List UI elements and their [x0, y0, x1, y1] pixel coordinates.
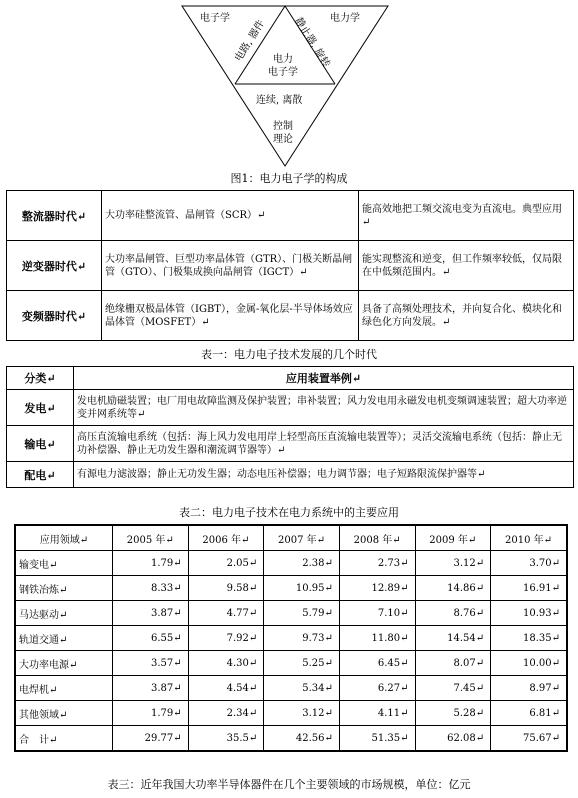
value-cell: 6.55↵ [113, 626, 189, 651]
era-cell: 逆变器时代↵ [7, 241, 102, 291]
table-row [15, 576, 567, 601]
value-cell: 35.5↵ [188, 726, 264, 752]
value-cell: 16.91↵ [491, 576, 567, 601]
value-cell: 2.73↵ [339, 551, 415, 576]
value-cell: 10.95↵ [264, 576, 340, 601]
value-cell: 8.97↵ [491, 676, 567, 701]
note-cell: 能高效地把工频交流电变为直流电。典型应用↵ [359, 191, 574, 241]
value-cell: 8.76↵ [415, 601, 491, 626]
value-cell: 5.28↵ [415, 701, 491, 726]
class-cell: 输电↵ [7, 426, 74, 462]
value-cell: 4.11↵ [339, 701, 415, 726]
header-cell: 2007 年↵ [264, 525, 340, 551]
examples-header: 应用装置举例↵ [74, 367, 574, 390]
value-cell: 7.92↵ [188, 626, 264, 651]
label-circuit-devices: 电路, 器件 [233, 18, 268, 64]
value-cell: 6.81↵ [491, 701, 567, 726]
table-row [15, 676, 567, 701]
header-cell: 2010 年↵ [491, 525, 567, 551]
field-cell: 合 计↵ [15, 726, 113, 752]
value-cell: 12.89↵ [339, 576, 415, 601]
figure-caption: 图1：电力电子学的构成 [230, 172, 348, 185]
table-row [7, 462, 574, 488]
value-cell: 29.77↵ [113, 726, 189, 752]
field-cell: 大功率电源↵ [15, 651, 113, 676]
examples-cell: 有源电力滤波器；静止无功发生器；动态电压补偿器；电力调节器；电子短路限流保护器等↵ [74, 462, 574, 488]
table-row [7, 191, 574, 241]
class-cell: 配电↵ [7, 462, 74, 488]
label-static-rotating: 静止器, 旋转 [292, 15, 332, 70]
market-size-table [14, 524, 568, 752]
note-cell: 具备了高频处理技术，并向复合化、模块化和绿色化方向发展。↵ [359, 291, 574, 341]
table-header-row [7, 367, 574, 390]
label-control-line2: 理论 [273, 134, 293, 145]
value-cell: 2.38↵ [264, 551, 340, 576]
class-cell: 发电↵ [7, 390, 74, 426]
header-cell: 2005 年↵ [113, 525, 189, 551]
value-cell: 7.10↵ [339, 601, 415, 626]
application-table [6, 366, 574, 488]
value-cell: 14.86↵ [415, 576, 491, 601]
value-cell: 3.70↵ [491, 551, 567, 576]
table-row [15, 551, 567, 576]
value-cell: 10.00↵ [491, 651, 567, 676]
value-cell: 7.45↵ [415, 676, 491, 701]
value-cell: 4.54↵ [188, 676, 264, 701]
label-continuous-discrete: 连续, 离散 [256, 95, 303, 106]
value-cell: 5.79↵ [264, 601, 340, 626]
value-cell: 5.34↵ [264, 676, 340, 701]
value-cell: 4.77↵ [188, 601, 264, 626]
header-cell: 2008 年↵ [339, 525, 415, 551]
field-cell: 钢铁冶炼↵ [15, 576, 113, 601]
value-cell: 6.27↵ [339, 676, 415, 701]
value-cell: 2.05↵ [188, 551, 264, 576]
table-row [7, 426, 574, 462]
table-row [15, 626, 567, 651]
value-cell: 3.57↵ [113, 651, 189, 676]
table-row [15, 601, 567, 626]
header-cell: 2006 年↵ [188, 525, 264, 551]
label-electronics: 电子学 [200, 13, 230, 24]
table-row [7, 291, 574, 341]
table3-caption: 表三：近年我国大功率半导体器件在几个主要领域的市场规模，单位：亿元 [107, 778, 471, 791]
table-row [15, 651, 567, 676]
value-cell: 8.33↵ [113, 576, 189, 601]
value-cell: 18.35↵ [491, 626, 567, 651]
power-electronics-figure [180, 4, 390, 169]
value-cell: 11.80↵ [339, 626, 415, 651]
era-cell: 整流器时代↵ [7, 191, 102, 241]
field-cell: 马达驱动↵ [15, 601, 113, 626]
table-row [7, 390, 574, 426]
value-cell: 51.35↵ [339, 726, 415, 752]
era-table [6, 190, 574, 341]
value-cell: 10.93↵ [491, 601, 567, 626]
table-row [15, 726, 567, 752]
value-cell: 75.67↵ [491, 726, 567, 752]
examples-cell: 高压直流输电系统（包括：海上风力发电用岸上轻型高压直流输电装置等）；灵活交流输电系统（包括：静止无功补偿器、静止无功发生器和潮流调节器等）↵ [74, 426, 574, 462]
header-cell: 应用领域↵ [15, 525, 113, 551]
value-cell: 9.58↵ [188, 576, 264, 601]
composition-diagram [180, 4, 390, 169]
header-cell: 2009 年↵ [415, 525, 491, 551]
field-cell: 电焊机↵ [15, 676, 113, 701]
table-header-row [15, 525, 567, 551]
value-cell: 62.08↵ [415, 726, 491, 752]
value-cell: 3.87↵ [113, 676, 189, 701]
examples-cell: 发电机励磁装置；电厂用电故障监测及保护装置；串补装置；风力发电用永磁发电机变频调速装置；超大功率逆变并网系统等↵ [74, 390, 574, 426]
era-cell: 变频器时代↵ [7, 291, 102, 341]
value-cell: 2.34↵ [188, 701, 264, 726]
label-control-line1: 控制 [273, 121, 293, 132]
value-cell: 1.79↵ [113, 551, 189, 576]
value-cell: 4.30↵ [188, 651, 264, 676]
value-cell: 8.07↵ [415, 651, 491, 676]
value-cell: 14.54↵ [415, 626, 491, 651]
field-cell: 其他领域↵ [15, 701, 113, 726]
table-row [7, 241, 574, 291]
value-cell: 9.73↵ [264, 626, 340, 651]
devices-cell: 绝缘栅双极晶体管（IGBT），金属-氧化层-半导体场效应晶体管（MOSFET）↵ [102, 291, 359, 341]
value-cell: 1.79↵ [113, 701, 189, 726]
note-cell: 能实现整流和逆变，但工作频率较低，仅局限在中低频范围内。↵ [359, 241, 574, 291]
devices-cell: 大功率晶闸管、巨型功率晶体管（GTR）、门极关断晶闸管（GTO）、门极集成换向晶闸管（IGCT）↵ [102, 241, 359, 291]
field-cell: 轨道交通↵ [15, 626, 113, 651]
value-cell: 6.45↵ [339, 651, 415, 676]
table-row [15, 701, 567, 726]
value-cell: 42.56↵ [264, 726, 340, 752]
field-cell: 输变电↵ [15, 551, 113, 576]
table2-caption: 表二：电力电子技术在电力系统中的主要应用 [179, 506, 399, 519]
devices-cell: 大功率硅整流管、晶闸管（SCR）↵ [102, 191, 359, 241]
value-cell: 5.25↵ [264, 651, 340, 676]
value-cell: 3.12↵ [264, 701, 340, 726]
label-center-line1: 电力 [273, 54, 293, 65]
label-power: 电力学 [330, 13, 360, 24]
table1-caption: 表一：电力电子技术发展的几个时代 [201, 348, 377, 361]
value-cell: 3.12↵ [415, 551, 491, 576]
label-center-line2: 电子学 [268, 67, 298, 78]
value-cell: 3.87↵ [113, 601, 189, 626]
class-header: 分类↵ [7, 367, 74, 390]
